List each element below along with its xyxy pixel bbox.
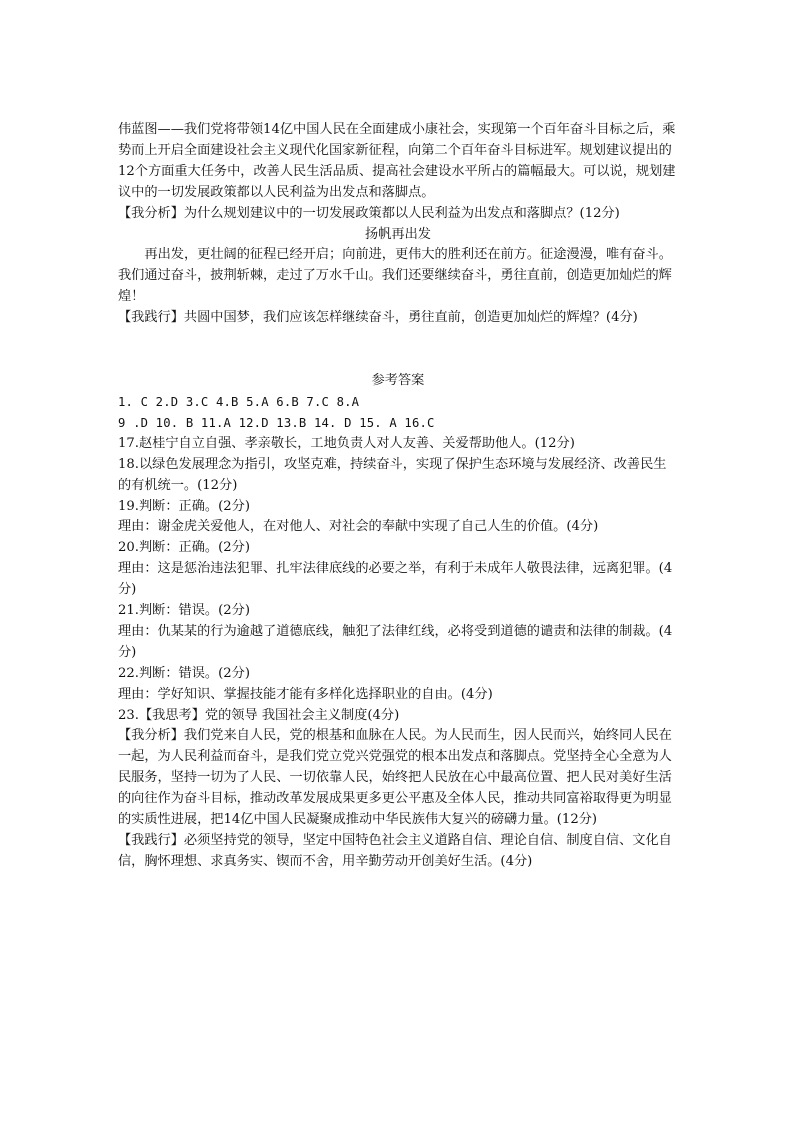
answer-19-judgement: 19.判断：正确。(2分) [118,498,250,514]
answer-22-judgement: 22.判断：错误。(2分) [118,665,250,681]
answer-18: 18.以绿色发展理念为指引，攻坚克难，持续奋斗，实现了保护生态环境与发展经济、改善民生的有机统一。(12分) [118,456,667,493]
answers-title: 参考答案 [371,373,425,389]
answer-20-reason: 理由：这是惩治违法犯罪、扎牢法律底线的必要之举，有利于未成年人敬畏法律，远离犯罪。(4分) [118,561,673,598]
answer-21-reason: 理由：仇某某的行为逾越了道德底线，触犯了法律红线，必将受到道德的谴责和法律的制裁。(4分) [118,623,673,660]
answer-20-judgement: 20.判断：正确。(2分) [118,540,250,556]
question-practice: 【我践行】共圆中国梦，我们应该怎样继续奋斗，勇往直前，创造更加灿烂的辉煌？(4分) [118,310,638,326]
document-body [118,120,678,873]
answer-23-analysis: 【我分析】我们党来自人民，党的根基和血脉在人民。为人民而生，因人民而兴，始终同人民在一起，为人民利益而奋斗，是我们党立党兴党强党的根本出发点和落脚点。党坚持全心全意为人民服务，坚持一切为了人民、一切依靠人民，始终把人民放在心中最高位置、把人民对美好生活的向往作为奋斗目标，推动改革发展成果更多更公平惠及全体人民，推动共同富裕取得更为明显的实质性进展，把14亿中国人民凝聚成推动中华民族伟大复兴的磅礴力量。(12分) [118,728,672,828]
answers-1-8: 1. C 2.D 3.C 4.B 5.A 6.B 7.C 8.A [118,394,360,409]
answer-19-reason: 理由：谢金虎关爱他人，在对他人、对社会的奉献中实现了自己人生的价值。(4分) [118,519,599,535]
answer-23-think: 23.【我思考】党的领导 我国社会主义制度(4分) [118,707,400,723]
paragraph-restart: 再出发，更壮阔的征程已经开启；向前进，更伟大的胜利还在前方。征途漫漫，唯有奋斗。我们通过奋斗，披荆斩棘，走过了万水千山。我们还要继续奋斗，勇往直前，创造更加灿烂的辉煌！ [118,247,672,305]
section-heading: 扬帆再出发 [365,226,431,242]
answer-23-practice: 【我践行】必须坚持党的领导，坚定中国特色社会主义道路自信、理论自信、制度自信、文化自信，胸怀理想、求真务实、锲而不舍，用辛勤劳动开创美好生活。(4分) [118,833,672,869]
paragraph-blueprint: 伟蓝图——我们党将带领14亿中国人民在全面建成小康社会，实现第一个百年奋斗目标之后，乘势而上开启全面建设社会主义现代化国家新征程，向第二个百年奋斗目标进军。规划建议提出的12个方面重大任务中，改善人民生活品质、提高社会建设水平所占的篇幅最大。可以说，规划建议中的一切发展政策都以人民利益为出发点和落脚点。 [118,122,676,200]
spacer [118,329,678,371]
question-analysis: 【我分析】为什么规划建议中的一切发展政策都以人民利益为出发点和落脚点？(12分) [118,205,620,221]
answer-21-judgement: 21.判断：错误。(2分) [118,603,250,619]
answer-22-reason: 理由：学好知识、掌握技能才能有多样化选择职业的自由。(4分) [118,686,493,702]
answer-17: 17.赵桂宁自立自强、孝亲敬长，工地负责人对人友善、关爱帮助他人。(12分) [118,435,575,451]
answers-9-16: 9 .D 10. B 11.A 12.D 13.B 14. D 15. A 16.C [118,415,435,430]
